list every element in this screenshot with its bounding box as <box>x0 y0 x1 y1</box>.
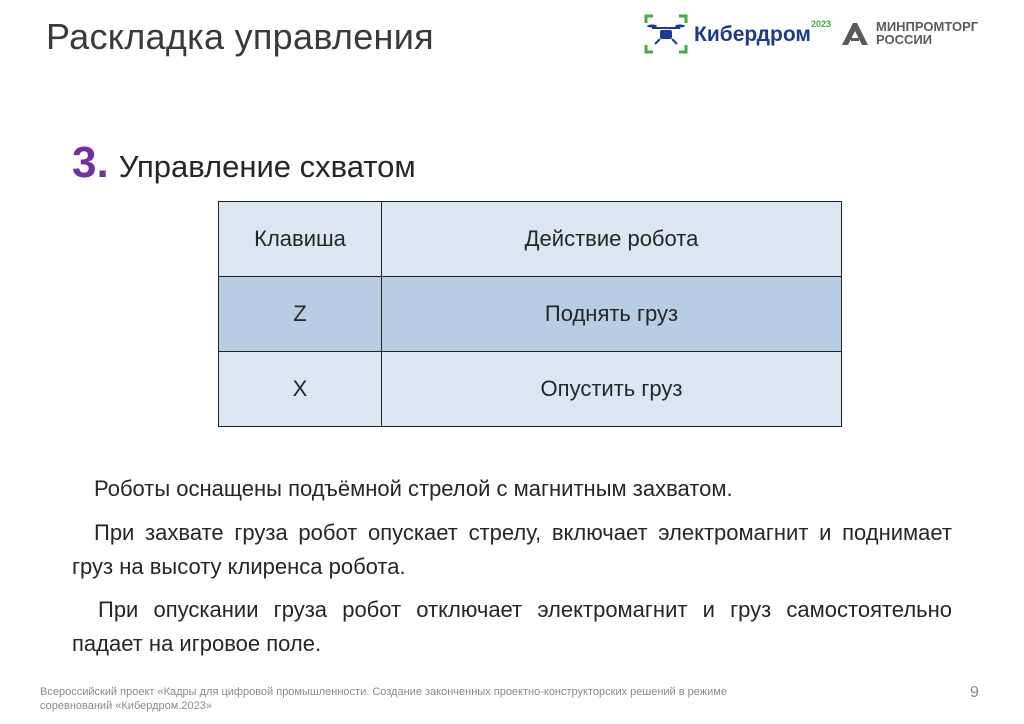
paragraph-magnet: Роботы оснащены подъёмной стрелой с магнитным захватом. <box>94 476 733 501</box>
section-heading <box>72 138 416 188</box>
header-action: Действие робота <box>382 202 842 277</box>
kiberdrom-logo-name: Кибердром <box>694 23 811 46</box>
footer-text: Всероссийский проект «Кадры для цифровой промышленности. Создание законченных проектно-конструкторских решений в режиме соревнований «Кибердром.2023» <box>40 686 727 712</box>
kiberdrom-logo-year: 2023 <box>810 19 831 29</box>
minpromtorg-line2: РОССИИ <box>876 32 933 47</box>
minpromtorg-logo <box>840 20 978 46</box>
page-number: 9 <box>970 684 979 701</box>
row-key: Z <box>219 277 382 352</box>
paragraph-release: При опускании груза робот отключает электромагнит и груз самостоятельно падает на игровое поле. <box>72 597 952 656</box>
paragraph-grab: При захвате груза робот опускает стрелу, включает электромагнит и поднимает груз на высоту клиренса робота. <box>72 520 952 579</box>
row-key: X <box>219 352 382 427</box>
table-header-row <box>219 202 842 277</box>
drone-icon <box>644 14 688 54</box>
row-action: Опустить груз <box>382 352 842 427</box>
kiberdrom-logo <box>644 14 831 54</box>
row-action: Поднять груз <box>382 277 842 352</box>
table-row <box>219 277 842 352</box>
header-key: Клавиша <box>219 202 382 277</box>
table-row <box>219 352 842 427</box>
section-number: 3. <box>72 138 109 187</box>
minpromtorg-emblem-icon <box>840 20 870 46</box>
minpromtorg-line1: МИНПРОМТОРГ <box>876 19 979 34</box>
slide-title: Раскладка управления <box>46 16 434 57</box>
controls-table <box>218 201 842 427</box>
section-title: Управление схватом <box>118 149 416 184</box>
